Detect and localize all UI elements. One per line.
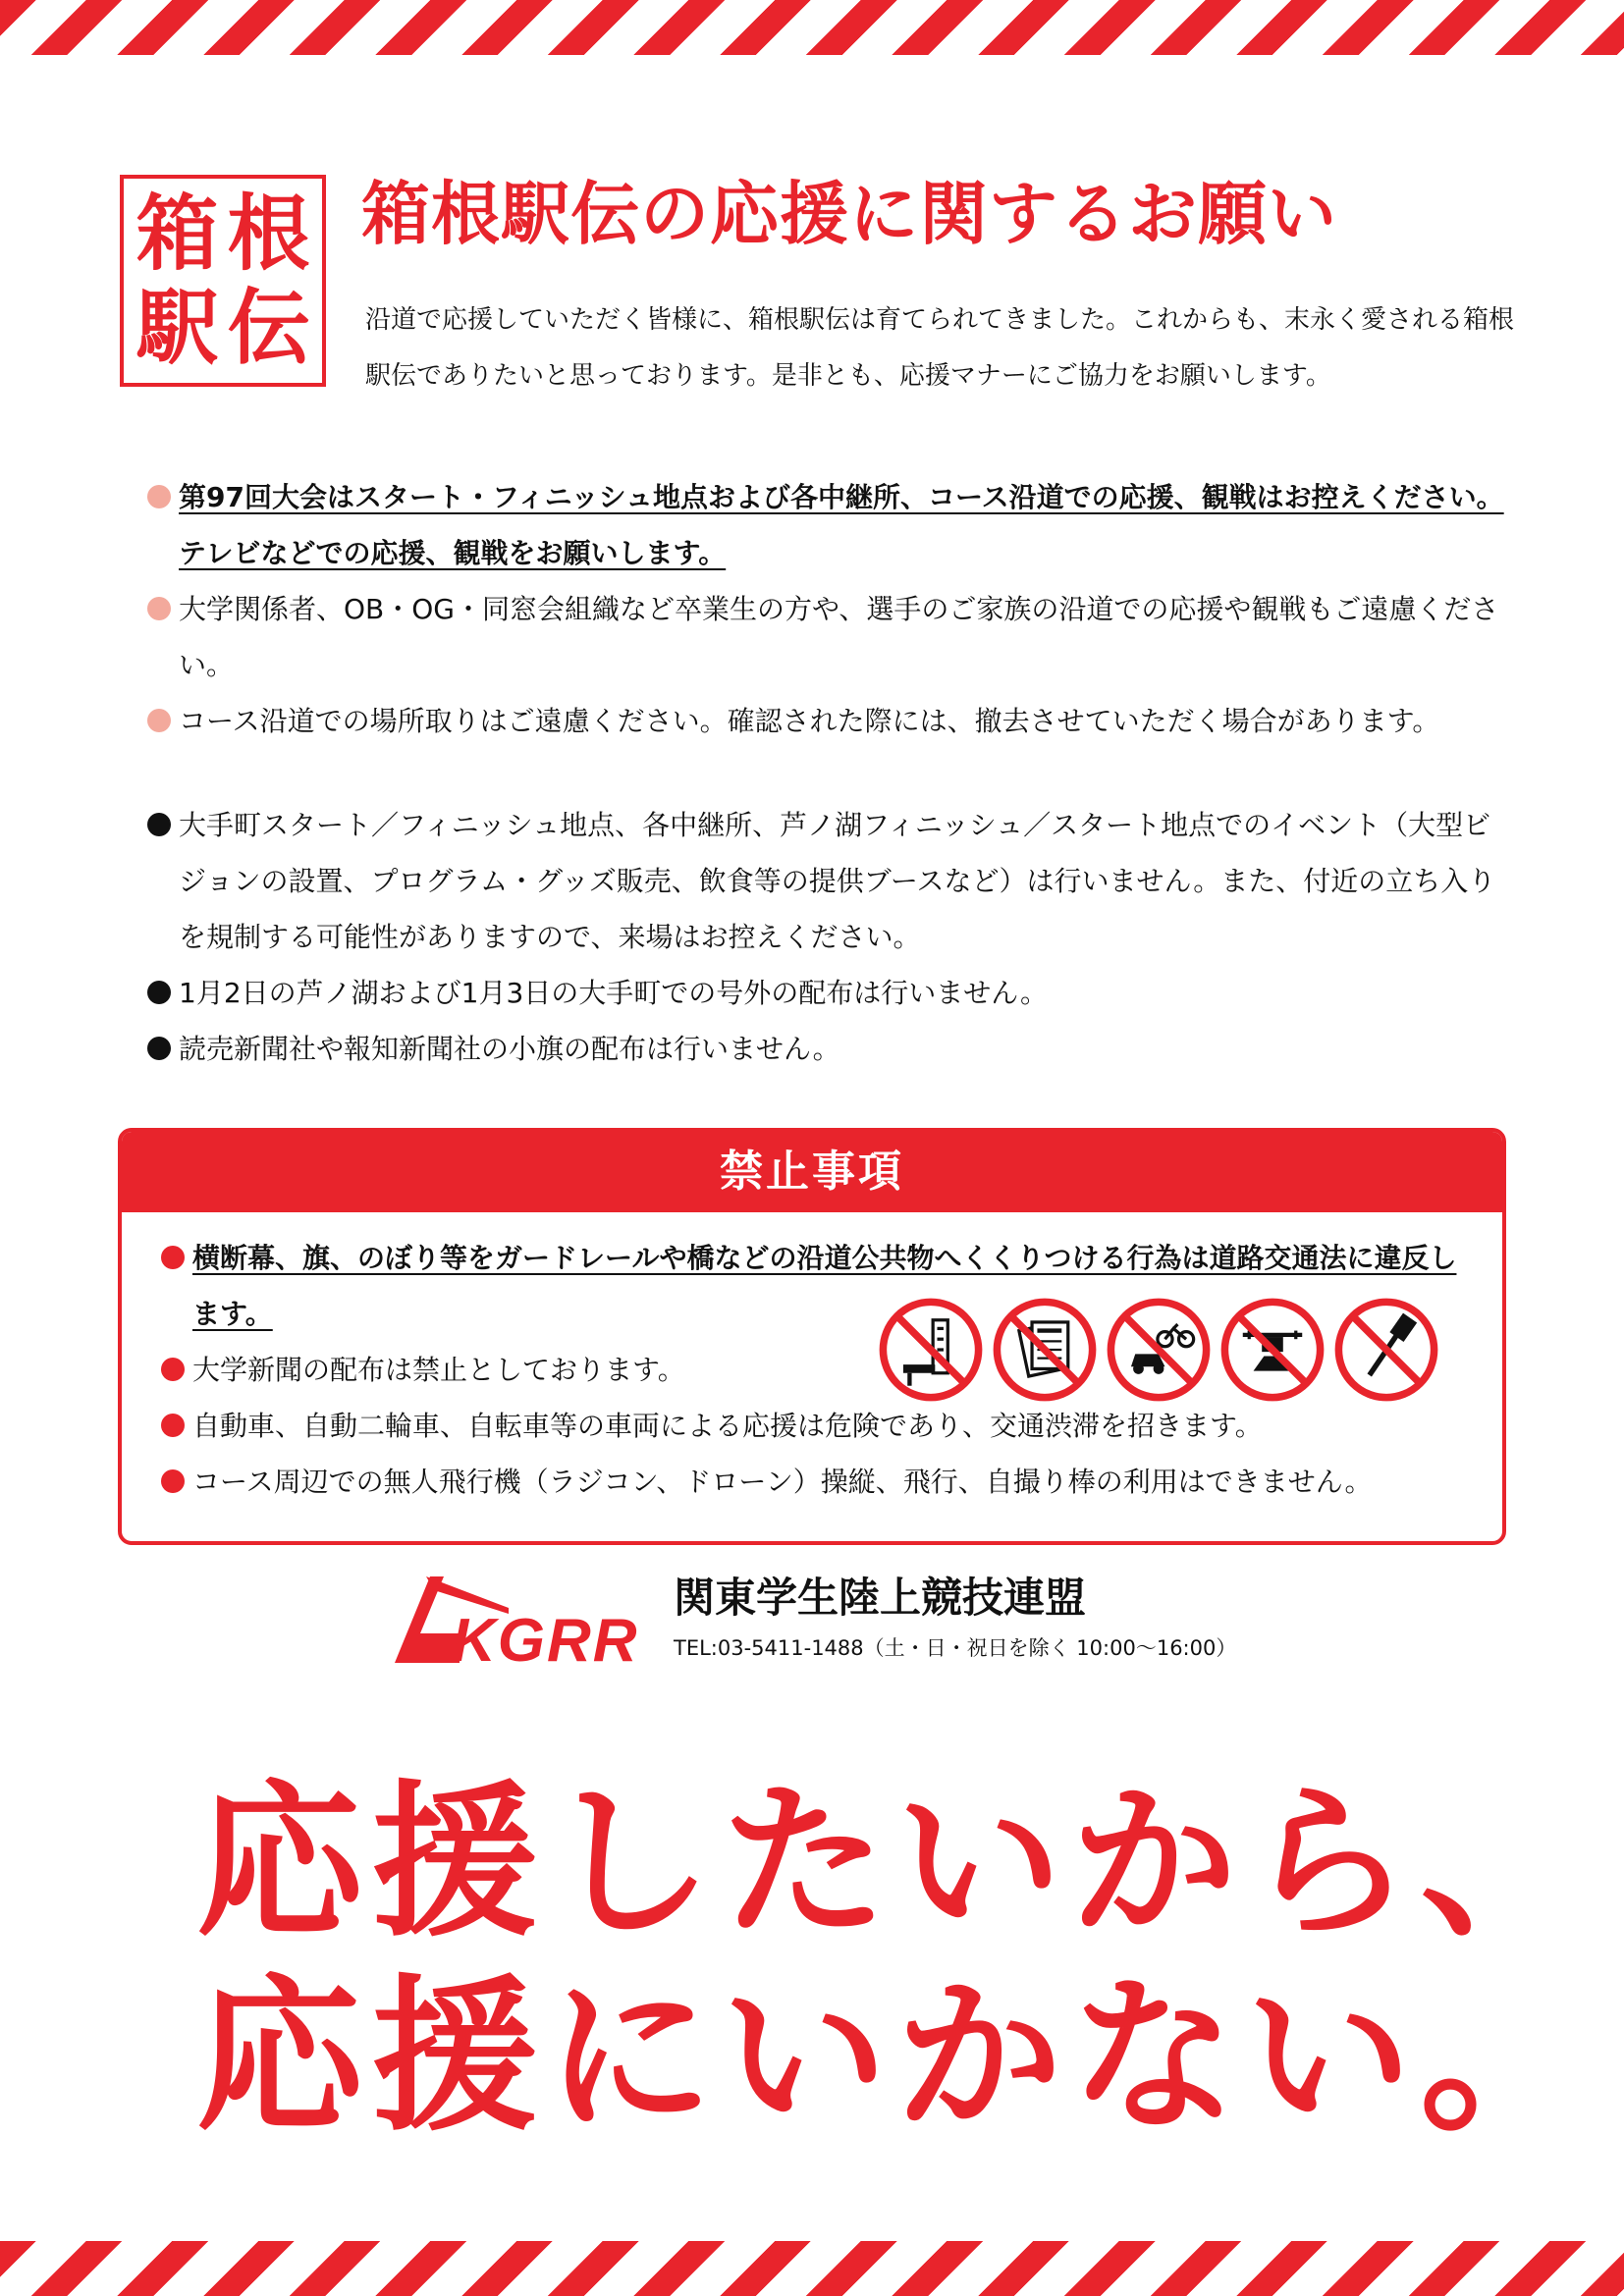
no-vehicle-icon bbox=[1106, 1297, 1212, 1403]
organization-tel: TEL:03-5411-1488（土・日・祝日を除く 10:00〜16:00） bbox=[674, 1636, 1237, 1660]
intro-text: 沿道で応援していただく皆様に、箱根駅伝は育てられてきました。これからも、末永く愛される箱根駅伝でありたいと思っております。是非とも、応援マナーにご協力をお願いします。 bbox=[365, 305, 1515, 391]
slogan-line-1: 応援したいから、 bbox=[196, 1766, 1596, 1960]
notice-text: 読売新聞社や報知新聞社の小旗の配布は行いません。 bbox=[179, 1033, 840, 1065]
notice-text: 1月2日の芦ノ湖および1月3日の大手町での号外の配布は行いません。 bbox=[179, 977, 1048, 1009]
request-text: 大学関係者、OB・OG・同窓会組織など卒業生の方や、選手のご家族の沿道での応援や観戦もご遠慮ください。 bbox=[179, 593, 1499, 681]
prohibited-text: 大学新聞の配布は禁止としております。 bbox=[192, 1354, 685, 1386]
notice-list bbox=[147, 797, 1512, 1077]
logo-text: KGRR bbox=[452, 1607, 639, 1667]
hakone-ekiden-stamp bbox=[120, 175, 326, 387]
list-item bbox=[147, 469, 1512, 581]
page-title: 箱根駅伝の応援に関するお願い bbox=[361, 174, 1337, 254]
prohibited-text: 自動車、自動二輪車、自転車等の車両による応援は危険であり、交通渋滞を招きます。 bbox=[192, 1410, 1263, 1442]
prohibited-box bbox=[118, 1128, 1506, 1545]
stamp-char: 駅 bbox=[135, 280, 219, 376]
list-item bbox=[147, 693, 1512, 749]
request-text-emphasis: 第97回大会はスタート・フィニッシュ地点および各中継所、コース沿道での応援、観戦はお控えください。テレビなどでの応援、観戦をお願いします。 bbox=[179, 481, 1504, 569]
slogan-line-2: 応援にいかない。 bbox=[196, 1960, 1596, 2155]
request-text: コース沿道での場所取りはご遠慮ください。確認された際には、撤去させていただく場合があります。 bbox=[179, 705, 1440, 737]
list-item bbox=[147, 1021, 1512, 1077]
organization-block bbox=[391, 1569, 1255, 1671]
prohibited-heading: 禁止事項 bbox=[122, 1132, 1502, 1212]
notice-text: 大手町スタート／フィニッシュ地点、各中継所、芦ノ湖フィニッシュ／スタート地点でのイベント（大型ビジョンの設置、プログラム・グッズ販売、飲食等の提供ブースなど）は行いません。また、付近の立ち入りを規制する可能性がありますので、来場はお控えください。 bbox=[179, 809, 1496, 953]
no-banner-icon bbox=[878, 1297, 984, 1403]
prohibited-text-emphasis: 横断幕、旗、のぼり等をガードレールや橋などの沿道公共物へくくりつける行為は道路交通法に違反します。 bbox=[192, 1242, 1457, 1330]
no-selfie-stick-icon bbox=[1333, 1297, 1439, 1403]
organization-name: 関東学生陸上競技連盟 bbox=[674, 1574, 1087, 1622]
stamp-char: 根 bbox=[227, 186, 310, 282]
list-item bbox=[161, 1454, 1477, 1510]
no-drone-icon bbox=[1219, 1297, 1326, 1403]
list-item bbox=[147, 965, 1512, 1021]
stamp-char: 箱 bbox=[135, 186, 219, 282]
bottom-hazard-stripe bbox=[0, 2241, 1624, 2296]
list-item bbox=[161, 1398, 1477, 1454]
prohibition-icons bbox=[878, 1297, 1439, 1403]
stamp-char: 伝 bbox=[227, 280, 310, 376]
request-list bbox=[147, 469, 1512, 749]
list-item bbox=[147, 797, 1512, 965]
top-hazard-stripe bbox=[0, 0, 1624, 55]
prohibited-text: コース周辺での無人飛行機（ラジコン、ドローン）操縦、飛行、自撮り棒の利用はできません。 bbox=[192, 1466, 1373, 1498]
kgrr-logo bbox=[391, 1573, 644, 1667]
no-newspaper-icon bbox=[992, 1297, 1098, 1403]
list-item bbox=[147, 581, 1512, 693]
